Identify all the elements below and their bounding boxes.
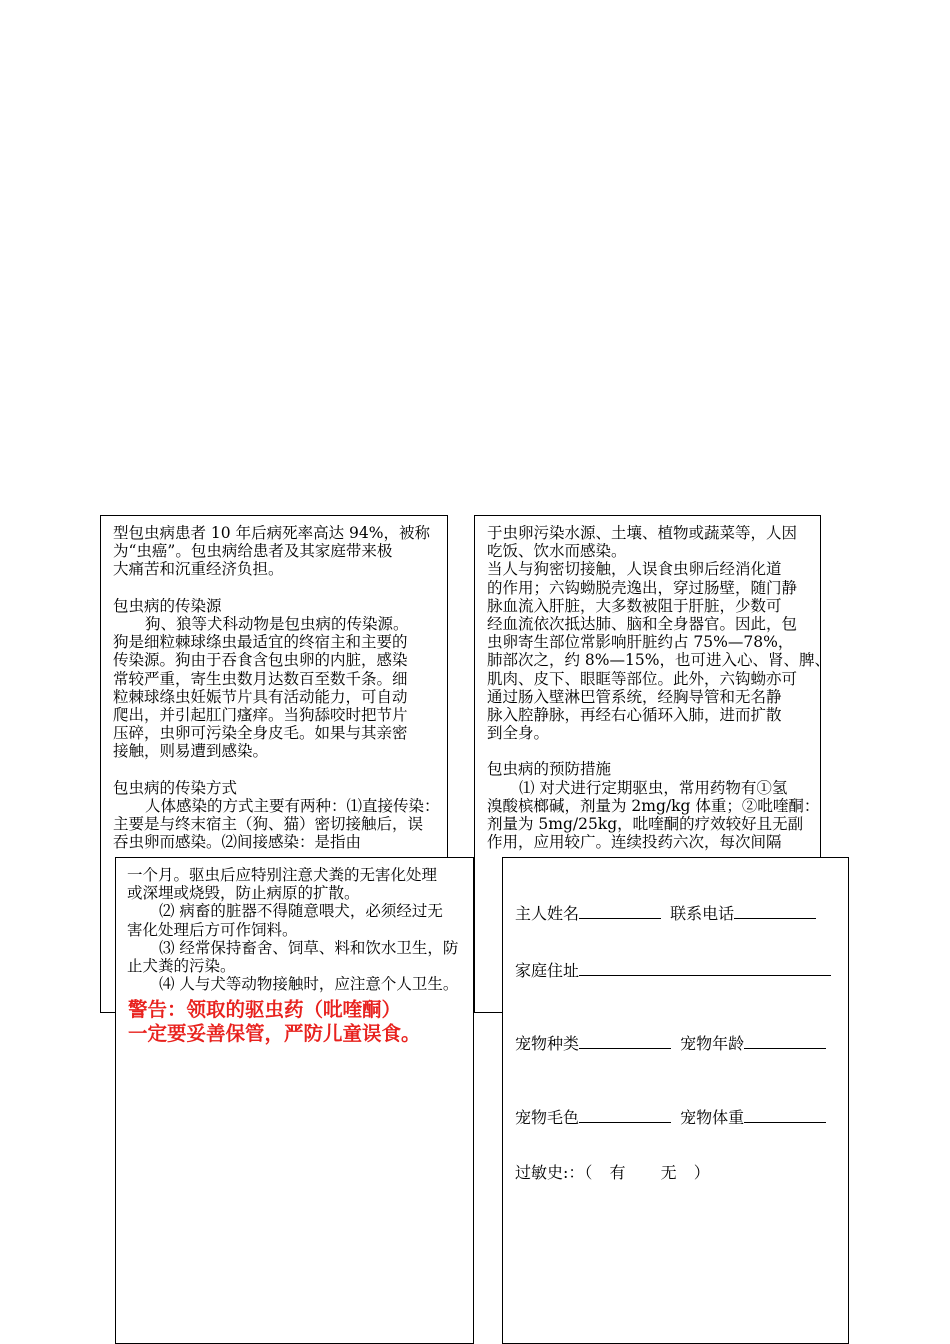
text-line: 肌肉、皮下、眼眶等部位。此外，六钩蚴亦可 bbox=[487, 669, 798, 688]
pet-color-label: 宠物毛色 bbox=[515, 1108, 580, 1127]
text-line: 于虫卵污染水源、土壤、植物或蔬菜等，人因 bbox=[487, 524, 798, 542]
text-line: 或深埋或烧毁，防止病原的扩散。 bbox=[127, 884, 360, 903]
blank-line bbox=[113, 579, 440, 597]
text-line: 狗、狼等犬科动物是包虫病的传染源。 bbox=[145, 614, 409, 633]
text-line: 型包虫病患者 10 年后病死率高达 94%，被称 bbox=[113, 524, 430, 542]
form-row-species bbox=[515, 1031, 826, 1054]
text-line: 压碎，虫卵可污染全身皮毛。如果与其亲密 bbox=[113, 724, 408, 743]
text-line: 作用，应用较广。连续投药六次，每次间隔 bbox=[487, 833, 782, 852]
phone-field[interactable] bbox=[734, 904, 816, 919]
text-line: 到全身。 bbox=[487, 724, 550, 743]
text-line: ⑷ 人与犬等动物接触时，应注意个人卫生。 bbox=[159, 975, 459, 994]
allergy-close-paren: ） bbox=[693, 1163, 710, 1182]
text-line: 通过肠入壁淋巴管系统，经胸导管和无名静 bbox=[487, 687, 782, 706]
text-line: 一个月。驱虫后应特别注意犬粪的无害化处理 bbox=[127, 866, 438, 884]
allergy-no-option[interactable]: 无 bbox=[660, 1163, 677, 1182]
address-label: 家庭住址 bbox=[515, 961, 580, 980]
panel1-text bbox=[113, 524, 440, 851]
text-line: 虫卵寄生部位常影响肝脏约占 75%—78%， bbox=[487, 633, 794, 652]
text-line: 传染源。狗由于吞食含包虫卵的内脏，感染 bbox=[113, 651, 408, 670]
text-line: 脉入腔静脉，再经右心循环入肺，进而扩散 bbox=[487, 705, 782, 724]
pet-color-field[interactable] bbox=[579, 1108, 671, 1123]
text-line: 接触，则易遭到感染。 bbox=[113, 742, 269, 761]
text-line: 止犬粪的污染。 bbox=[127, 956, 236, 975]
owner-name-field[interactable] bbox=[579, 904, 661, 919]
section-heading-prevention: 包虫病的预防措施 bbox=[487, 760, 612, 779]
pet-weight-field[interactable] bbox=[744, 1108, 826, 1123]
form-row-color bbox=[515, 1105, 826, 1128]
address-field[interactable] bbox=[579, 961, 831, 976]
pet-species-label: 宠物种类 bbox=[515, 1034, 580, 1053]
pet-age-label: 宠物年龄 bbox=[680, 1034, 745, 1053]
form-row-allergy bbox=[515, 1160, 710, 1183]
text-line: 粒棘球绦虫妊娠节片具有活动能力，可自动 bbox=[113, 687, 408, 706]
phone-label: 联系电话 bbox=[670, 904, 735, 923]
text-line: 的作用；六钩蚴脱壳逸出，穿过肠壁，随门静 bbox=[487, 578, 798, 597]
pet-weight-label: 宠物体重 bbox=[680, 1108, 745, 1127]
text-line: 肺部次之，约 8%—15%，也可进入心、肾、脾、 bbox=[487, 651, 830, 670]
text-line: 为“虫癌”。包虫病给患者及其家庭带来极 bbox=[113, 542, 393, 561]
text-line: 剂量为 5mg/25kg，吡喹酮的疗效较好且无副 bbox=[487, 815, 804, 833]
section-heading-source: 包虫病的传染源 bbox=[113, 596, 222, 615]
warning-text bbox=[128, 998, 421, 1046]
text-line: 大痛苦和沉重经济负担。 bbox=[113, 560, 284, 579]
blank-line bbox=[487, 742, 830, 760]
text-line: 吞虫卵而感染。⑵间接感染：是指由 bbox=[113, 833, 362, 852]
form-row-address bbox=[515, 958, 831, 981]
warning-line-1: 警告：领取的驱虫药（吡喹酮） bbox=[128, 998, 402, 1021]
pet-age-field[interactable] bbox=[744, 1034, 826, 1049]
text-line: 脉血流入肝脏，大多数被阻于肝脏，少数可 bbox=[487, 596, 782, 615]
text-line: ⑵ 病畜的脏器不得随意喂犬，必须经过无 bbox=[159, 902, 443, 921]
text-line: ⑴ 对犬进行定期驱虫，常用药物有①氢 bbox=[519, 778, 788, 797]
owner-name-label: 主人姓名 bbox=[515, 904, 580, 923]
text-line: 经血流依次抵达肺、脑和全身器官。因此，包 bbox=[487, 614, 798, 633]
pet-species-field[interactable] bbox=[579, 1034, 671, 1049]
text-line: 常较严重，寄生虫数月达数百至数千条。细 bbox=[113, 669, 408, 688]
info-panel-measures-warning bbox=[115, 857, 474, 1344]
text-line: 害化处理后方可作饲料。 bbox=[127, 920, 298, 939]
text-line: ⑶ 经常保持畜舍、饲草、料和饮水卫生，防 bbox=[159, 938, 459, 957]
registration-form bbox=[502, 857, 849, 1344]
text-line: 人体感染的方式主要有两种：⑴直接传染： bbox=[145, 796, 440, 815]
panel3-text bbox=[127, 866, 458, 993]
panel2-text bbox=[487, 524, 830, 851]
blank-line bbox=[113, 760, 440, 778]
allergy-yes-option[interactable]: 有 bbox=[609, 1163, 626, 1182]
section-heading-mode: 包虫病的传染方式 bbox=[113, 778, 238, 797]
text-line: 溴酸槟榔碱，剂量为 2mg/kg 体重；②吡喹酮： bbox=[487, 796, 820, 815]
warning-line-2: 一定要妥善保管，严防儿童误食。 bbox=[128, 1022, 421, 1045]
text-line: 当人与狗密切接触，人误食虫卵后经消化道 bbox=[487, 560, 782, 579]
text-line: 吃饭、饮水而感染。 bbox=[487, 542, 627, 561]
allergy-label: 过敏史:：（ bbox=[515, 1163, 593, 1182]
text-line: 主要是与终末宿主（狗、猫）密切接触后，误 bbox=[113, 815, 424, 833]
form-row-owner bbox=[515, 901, 816, 924]
text-line: 狗是细粒棘球绦虫最适宜的终宿主和主要的 bbox=[113, 633, 408, 652]
text-line: 爬出，并引起肛门瘙痒。当狗舔咬时把节片 bbox=[113, 705, 408, 724]
